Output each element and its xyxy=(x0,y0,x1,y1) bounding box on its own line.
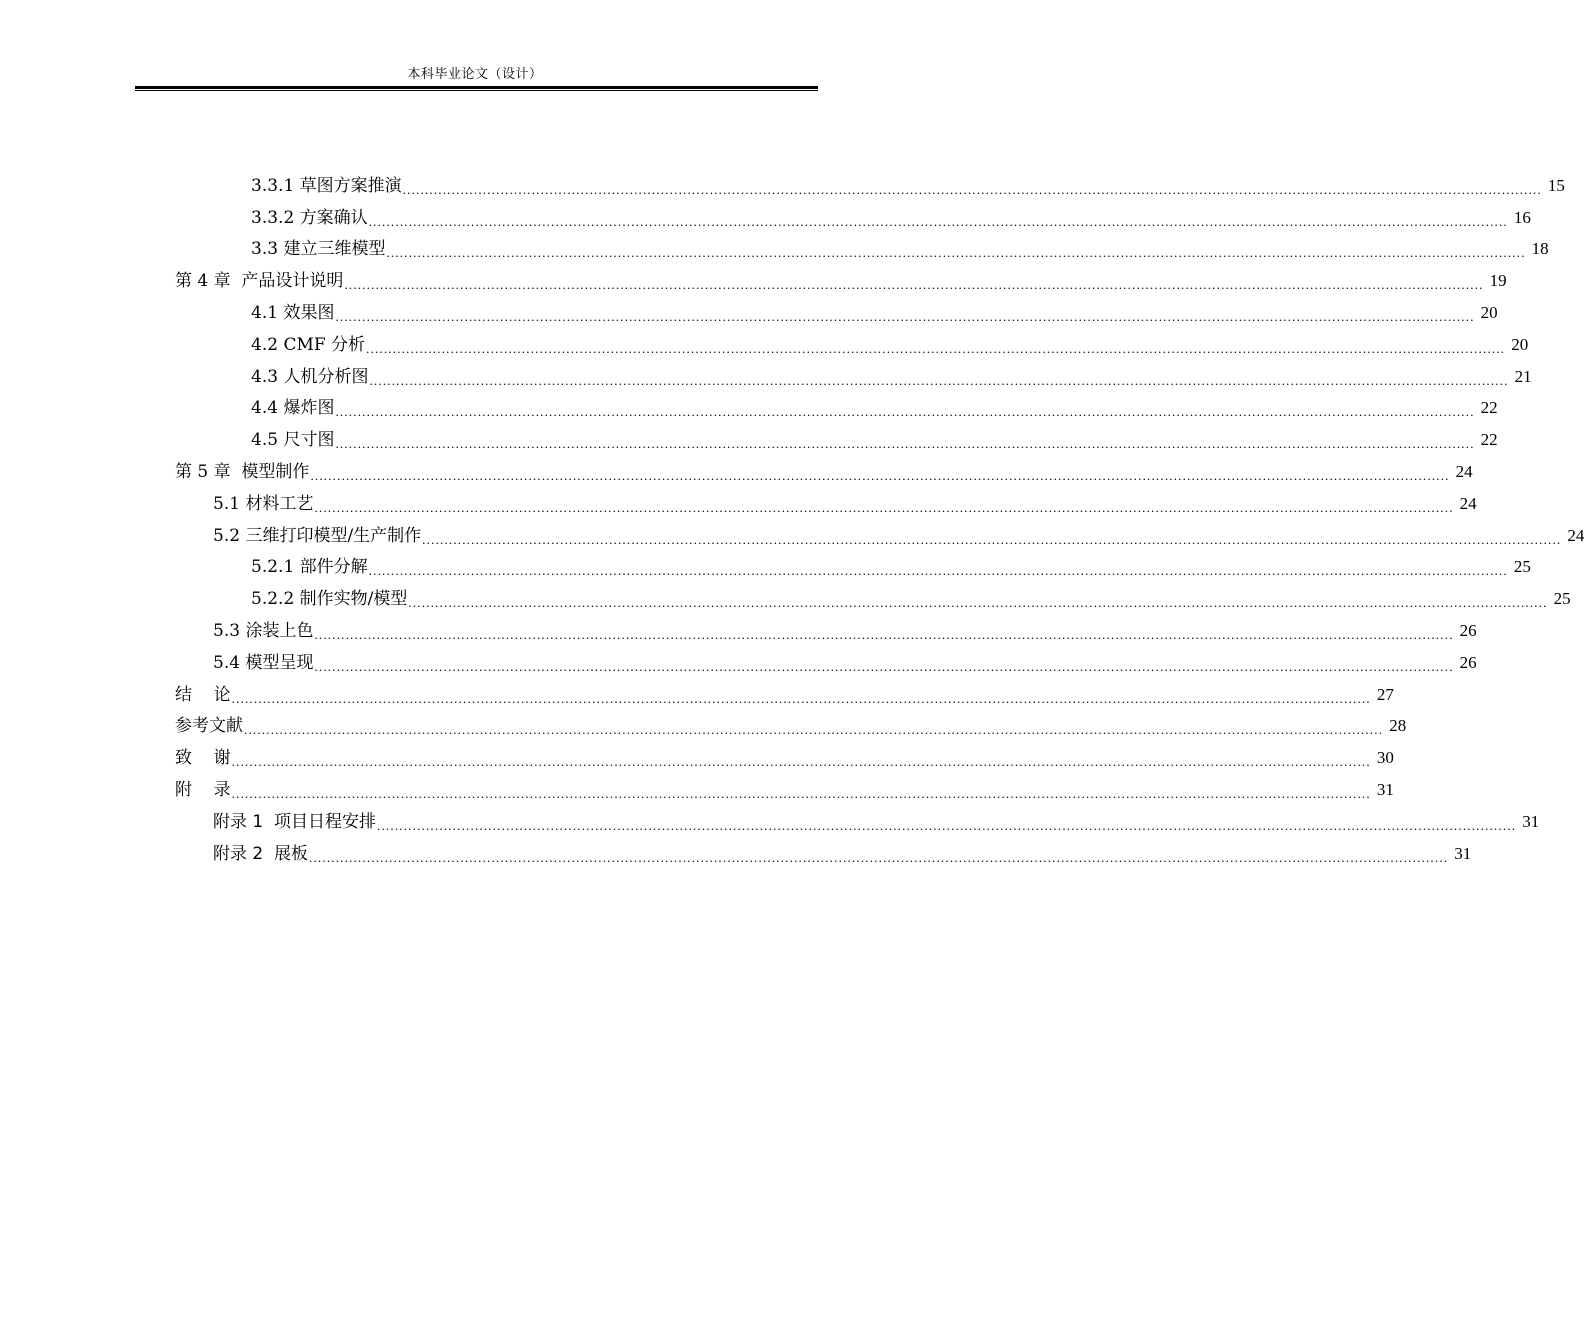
toc-entry-page: 25 xyxy=(1513,557,1531,577)
toc-entry-page: 25 xyxy=(1553,589,1571,609)
toc-leader-dots: ................................................................................................................................................................................................................................................................ xyxy=(368,563,1508,579)
toc-leader-dots: ................................................................................................................................................................................................................................................................ xyxy=(231,690,1371,706)
toc-entry-title: 参考文献 xyxy=(175,716,243,737)
toc-entry-title: 4.3 人机分析图 xyxy=(251,366,369,387)
toc-entry-page: 26 xyxy=(1459,621,1477,641)
toc-entry[interactable] xyxy=(0,329,1529,361)
toc-entry-title: 4.1 效果图 xyxy=(251,303,335,324)
toc-leader-dots: ................................................................................................................................................................................................................................................................ xyxy=(335,436,1475,452)
toc-leader-dots: ................................................................................................................................................................................................................................................................ xyxy=(309,849,1449,865)
toc-entry-page: 22 xyxy=(1480,398,1498,418)
toc-leader-dots: ................................................................................................................................................................................................................................................................ xyxy=(422,531,1562,547)
page-header: 本科毕业论文（设计） xyxy=(407,67,543,82)
toc-entry-page: 22 xyxy=(1480,430,1498,450)
toc-entry-title: 5.3 涂装上色 xyxy=(213,621,314,642)
toc-entry-title: 5.2.1 部件分解 xyxy=(251,557,368,578)
toc-entry[interactable] xyxy=(0,234,1549,266)
toc-leader-dots: ................................................................................................................................................................................................................................................................ xyxy=(408,595,1548,611)
toc-entry-page: 24 xyxy=(1459,493,1477,513)
toc-entry[interactable] xyxy=(0,424,1498,456)
toc-entry-page: 19 xyxy=(1489,271,1507,291)
toc-entry-page: 16 xyxy=(1513,207,1531,227)
toc-entry-title: 4.2 CMF 分析 xyxy=(251,334,366,355)
toc-entry[interactable] xyxy=(0,647,1477,679)
toc-entry-title: 5.2 三维打印模型/生产制作 xyxy=(213,525,422,546)
toc-entry-title: 致 谢 xyxy=(175,748,231,769)
toc-entry[interactable] xyxy=(0,774,1394,806)
toc-entry[interactable] xyxy=(0,202,1531,234)
toc-entry[interactable] xyxy=(0,583,1571,615)
toc-entry-title: 3.3 建立三维模型 xyxy=(251,239,386,260)
header-rule xyxy=(135,86,818,89)
toc-leader-dots: ................................................................................................................................................................................................................................................................ xyxy=(344,277,1484,293)
toc-leader-dots: ................................................................................................................................................................................................................................................................ xyxy=(335,308,1475,324)
toc-entry-title: 4.5 尺寸图 xyxy=(251,430,335,451)
toc-entry[interactable] xyxy=(0,520,1584,552)
toc-entry-title: 附 录 xyxy=(175,780,231,801)
toc-entry-page: 18 xyxy=(1531,239,1549,259)
toc-entry[interactable] xyxy=(0,456,1473,488)
toc-entry-title: 5.4 模型呈现 xyxy=(213,652,314,673)
toc-entry-page: 30 xyxy=(1376,748,1394,768)
toc-entry[interactable] xyxy=(0,265,1507,297)
toc-entry-page: 21 xyxy=(1514,366,1532,386)
toc-leader-dots: ................................................................................................................................................................................................................................................................ xyxy=(314,658,1454,674)
toc-entry-title: 3.3.1 草图方案推演 xyxy=(251,175,402,196)
toc-leader-dots: ................................................................................................................................................................................................................................................................ xyxy=(314,499,1454,515)
toc-entry-title: 第 4 章 产品设计说明 xyxy=(175,271,344,292)
toc-leader-dots: ................................................................................................................................................................................................................................................................ xyxy=(231,785,1371,801)
toc-entry-page: 28 xyxy=(1389,716,1407,736)
toc-entry-page: 20 xyxy=(1511,334,1529,354)
toc-entry-title: 4.4 爆炸图 xyxy=(251,398,335,419)
toc-entry-title: 附录 1 项目日程安排 xyxy=(213,811,377,832)
toc-entry[interactable] xyxy=(0,170,1565,202)
toc-leader-dots: ................................................................................................................................................................................................................................................................ xyxy=(366,340,1506,356)
toc-entry[interactable] xyxy=(0,552,1531,584)
toc-entry[interactable] xyxy=(0,615,1477,647)
toc-entry[interactable] xyxy=(0,361,1532,393)
toc-entry[interactable] xyxy=(0,742,1394,774)
toc-leader-dots: ................................................................................................................................................................................................................................................................ xyxy=(377,817,1517,833)
toc-leader-dots: ................................................................................................................................................................................................................................................................ xyxy=(335,404,1475,420)
toc-entry[interactable] xyxy=(0,679,1394,711)
toc-leader-dots: ................................................................................................................................................................................................................................................................ xyxy=(402,181,1542,197)
toc-leader-dots: ................................................................................................................................................................................................................................................................ xyxy=(244,722,1384,738)
toc-entry[interactable] xyxy=(0,806,1540,838)
toc-leader-dots: ................................................................................................................................................................................................................................................................ xyxy=(369,372,1509,388)
toc-entry-page: 26 xyxy=(1459,652,1477,672)
toc-entry-title: 附录 2 展板 xyxy=(213,843,309,864)
toc-entry[interactable] xyxy=(0,711,1407,743)
toc-leader-dots: ................................................................................................................................................................................................................................................................ xyxy=(231,754,1371,770)
toc-entry-page: 24 xyxy=(1567,525,1584,545)
toc-entry-page: 27 xyxy=(1376,684,1394,704)
toc-entry[interactable] xyxy=(0,393,1498,425)
toc-leader-dots: ................................................................................................................................................................................................................................................................ xyxy=(310,467,1450,483)
toc-entry-page: 15 xyxy=(1547,175,1565,195)
toc-entry-page: 20 xyxy=(1480,303,1498,323)
toc-leader-dots: ................................................................................................................................................................................................................................................................ xyxy=(314,626,1454,642)
toc-entry-title: 5.1 材料工艺 xyxy=(213,493,314,514)
toc-entry-title: 结 论 xyxy=(175,684,231,705)
toc-entry-page: 31 xyxy=(1376,780,1394,800)
toc-entry[interactable] xyxy=(0,838,1472,870)
toc-entry-page: 24 xyxy=(1455,462,1473,482)
toc-leader-dots: ................................................................................................................................................................................................................................................................ xyxy=(368,213,1508,229)
toc-entry[interactable] xyxy=(0,297,1498,329)
toc-entry[interactable] xyxy=(0,488,1477,520)
toc-entry-title: 3.3.2 方案确认 xyxy=(251,207,368,228)
toc-entry-page: 31 xyxy=(1522,811,1540,831)
toc-entry-title: 第 5 章 模型制作 xyxy=(175,462,310,483)
header-rule-thin xyxy=(135,90,818,91)
toc-leader-dots: ................................................................................................................................................................................................................................................................ xyxy=(386,245,1526,261)
table-of-contents xyxy=(0,170,1584,870)
toc-entry-title: 5.2.2 制作实物/模型 xyxy=(251,589,408,610)
toc-entry-page: 31 xyxy=(1454,843,1472,863)
